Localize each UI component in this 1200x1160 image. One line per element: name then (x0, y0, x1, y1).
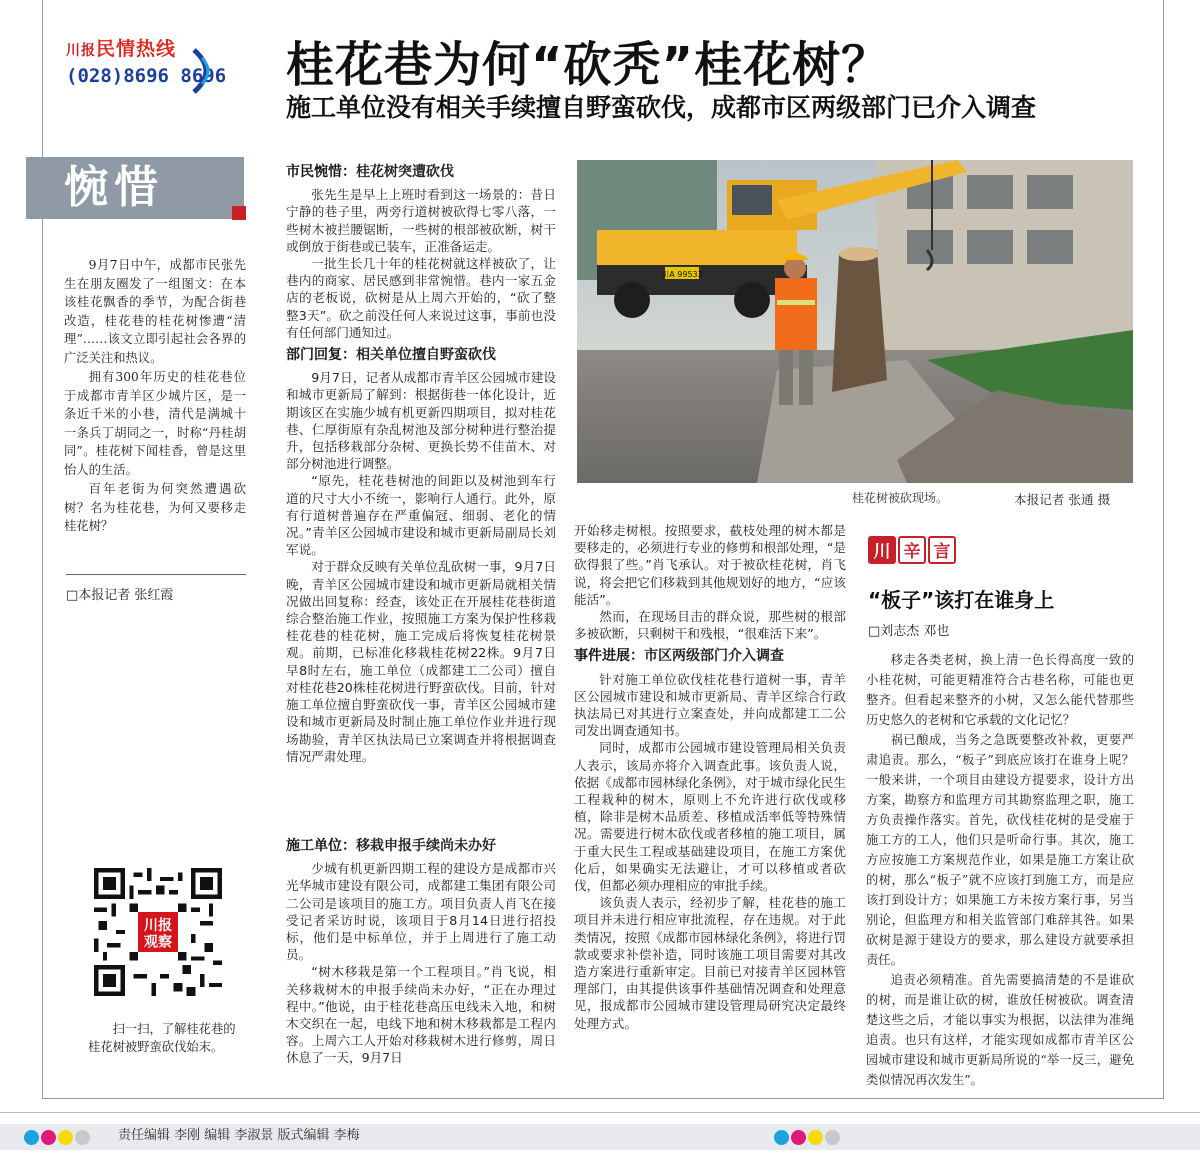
section-heading-1: 市民惋惜：桂花树突遭砍伐 (286, 164, 454, 180)
article-paragraph: “树木移栽是第一个工程项目。”肖飞说，相关移栽树木的申报手续尚未办好，“正在办理过程中。”他说，由于桂花巷高压电线未入地，和树木交织在一起，电线下地和树木移栽都是工程内容。上周六工人开始对移栽树木进行修剪，周日休息了一天，9月7日 (286, 964, 556, 1066)
article-paragraph: 然而，在现场目击的群众说，那些树的根部多被砍断，只剩树干和残根，“很难活下来”。 (574, 609, 846, 642)
cyan-dot (774, 1130, 789, 1145)
page-cut-line (0, 1112, 1200, 1113)
article-paragraph: 同时，成都市公园城市建设管理局相关负责人表示，该局亦将介入调查此事。该负责人说，依据《成都市园林绿化条例》，对于城市绿化民生工程栽种的树木，原则上不允许进行砍伐或移植，除非是树木品质差、移植成活率低等特殊情况。需要进行树木砍伐或者移植的施工项目，属于重大民生工程或基础建设项目，在施工方案优化后，如果确实无法避让，才可以移植或者砍伐，但都必须办理相应的审批手续。 (574, 740, 846, 894)
logo-brand-left: 川报 (66, 43, 96, 59)
cyan-dot (24, 1130, 39, 1145)
article-paragraph: 一批生长几十年的桂花树就这样被砍了，让巷内的商家、居民感到非常惋惜。巷内一家五金店的老板说，砍树是从上周六开始的，“砍了整整3天”。砍之前没任何人来说过这事，事前也没有任何部门通知过。 (286, 256, 556, 340)
qr-caption: 扫一扫，了解桂花巷的桂花树被野蛮砍伐始末。 (88, 1022, 236, 1054)
article-paragraph: 少城有机更新四期工程的建设方是成都市兴光华城市建设有限公司，成都建工集团有限公司二公司是该项目的施工方。项目负责人肖飞在接受记者采访时说，该项目于8月14日进行招投标，他们是中标单位，并于上周进行了施工动员。 (286, 861, 556, 963)
article-paragraph: 针对施工单位砍伐桂花巷行道树一事，青羊区公园城市建设和城市更新局、青羊区综合行政执法局已对其进行立案查处，并向成都建工二公司发出调查通知书。 (574, 671, 846, 739)
qr-badge-line1: 川报 (143, 917, 173, 934)
qr-code[interactable] (94, 868, 222, 996)
section-heading-3: 施工单位：移栽申报手续尚未办好 (286, 838, 496, 854)
gray-dot (75, 1130, 90, 1145)
opinion-tag-char: 言 (928, 536, 956, 564)
opinion-tag-char: 川 (868, 536, 896, 564)
side-tag-accent (232, 206, 246, 220)
opinion-title: “板子”该打在谁身上 (868, 588, 1055, 612)
yellow-dot (58, 1130, 73, 1145)
opinion-tag-char: 辛 (898, 536, 926, 564)
logo-phone: (028)8696 8696 (66, 65, 227, 87)
article-paragraph: “原先，桂花巷树池的间距以及树池到车行道的尺寸大小不统一，影响行人通行。此外，原有行道树普遍存在严重偏冠、细弱、老化的情况。”青羊区公园城市建设和城市更新局副局长刘军说。 (286, 473, 556, 558)
article-paragraph: 开始移走树根。按照要求，截枝处理的树木都是要移走的，必须进行专业的修剪和根部处理，“是砍得狠了些。”肖飞承认。对于被砍桂花树，肖飞说，将会把它们移栽到其他规划好的地方，“应该能活”。 (574, 523, 846, 607)
opinion-body (866, 650, 1134, 1090)
opinion-paragraph: 追责必须精准。首先需要搞清楚的不是谁砍的树，而是谁让砍的树，谁放任树被砍。调查清楚这些之后，才能以事实为根据，以法律为准绳追责。也只有这样，才能实现如成都市青羊区公园城市建设和城市更新局所说的“举一反三，避免类似情况再次发生”。 (866, 973, 1134, 1087)
opinion-paragraph: 移走各类老树，换上清一色长得高度一致的小桂花树，可能更精准符合古巷名称，可能也更整齐。但看起来整齐的小树，又怎么能代替那些历史悠久的老树和它承载的文化记忆？ (866, 653, 1134, 727)
opinion-paragraph: 祸已酿成，当务之急既要整改补救，更要严肃追责。那么，“板子”到底应该打在谁身上呢？一般来讲，一个项目由建设方提要求，设计方出方案，勘察方和监理方司其勘察监理之职，施工方负责操作落实。首先，砍伐桂花树的是受雇于施工方的工人，他们只是听命行事。其次，施工方应按施工方案规范作业，如果是施工方案让砍的树，那么“板子”就不应该打到施工方，而是应该打到设计方；如果施工方未按方案行事，另当别论，但监理方和相关监管部门难辞其咎。如果砍树是源于建设方的要求，那么建设方就要承担责任。 (866, 733, 1134, 967)
article-column-a (286, 158, 556, 765)
opinion-tag (868, 536, 974, 566)
side-tag: 惋惜 (26, 157, 244, 219)
article-column-c (574, 522, 846, 1032)
article-paragraph: 对于群众反映有关单位乱砍树一事，9月7日晚，青羊区公园城市建设和城市更新局就相关情况做出回复称：经查，该处正在开展桂花巷街道综合整治施工作业，按照施工方案为保护性移栽桂花巷的桂花树，施工完成后将恢复桂花树景观。前期，已标准化移栽桂花树22株。9月7日早8时左右，施工单位（成都建工二公司）擅自对桂花巷20株桂花树进行野蛮砍伐。目前，针对施工单位擅自野蛮砍伐一事，青羊区公园城市建设和城市更新局及时制止施工单位作业并进行现场勘验，青羊区执法局已立案调查并将根据调查情况严肃处理。 (286, 559, 556, 764)
qr-badge-line2: 观察 (143, 934, 173, 951)
photo-credit: 本报记者 张通 摄 (1014, 492, 1111, 507)
color-registration-dots-right (774, 1127, 842, 1147)
magenta-dot (41, 1130, 56, 1145)
subheadline: 施工单位没有相关手续擅自野蛮砍伐，成都市区两级部门已介入调查 (286, 93, 1037, 122)
intro-paragraph: 百年老街为何突然遭遇砍树？名为桂花巷，为何又要移走桂花树？ (64, 482, 246, 533)
article-paragraph: 该负责人表示，经初步了解，桂花巷的施工项目并未进行相应审批流程，存在违规。对于此类情况，按照《成都市园林绿化条例》，将进行罚款或要求补偿补造，同时该施工项目需要对其改造方案进行重新审定。目前已对接青羊区园林管理部门，由其提供该事件基础情况调查和处理意见，报成都市公园城市建设管理局研究决定最终处理方式。 (574, 895, 846, 1031)
headline: 桂花巷为何“砍秃”桂花树？ (286, 37, 891, 93)
byline-left: □本报记者 张红霞 (66, 588, 174, 603)
divider (66, 574, 246, 575)
intro-paragraph: 拥有300年历史的桂花巷位于成都市青羊区少城片区，是一条近千米的小巷，清代是满城十一条兵丁胡同之一，时称“丹桂胡同”。桂花树下闻桂香，曾是这里怡人的生活。 (64, 370, 246, 477)
opinion-byline: □刘志杰 邓也 (868, 624, 950, 639)
footer-credits: 责任编辑 李刚 编辑 李淑景 版式编辑 李梅 (118, 1128, 360, 1143)
section-heading-4: 事件进展：市区两级部门介入调查 (574, 648, 784, 665)
article-paragraph: 张先生是早上上班时看到这一场景的：昔日宁静的巷子里，两旁行道树被砍得七零八落，一些树木被拦腰锯断，一些树的根部被砍断，树干或倒放于街巷或已装车，正准备运走。 (286, 187, 556, 254)
color-registration-dots-left (24, 1127, 92, 1147)
phone-signal-icon (188, 44, 222, 98)
yellow-dot (808, 1130, 823, 1145)
logo-brand-right: 民情热线 (96, 38, 177, 60)
intro-paragraph: 9月7日中午，成都市民张先生在朋友圈发了一组图文：在本该桂花飘香的季节，为配合街巷改造，桂花巷的桂花树惨遭“清理”……该文立即引起社会各界的广泛关注和热议。 (64, 258, 246, 365)
section-heading-2: 部门回复：相关单位擅自野蛮砍伐 (286, 347, 496, 364)
news-photo (577, 160, 1133, 483)
article-column-b (286, 832, 556, 1067)
intro-text (64, 256, 246, 537)
article-paragraph: 9月7日，记者从成都市青羊区公园城市建设和城市更新局了解到：根据街巷一体化设计，近期该区在实施少城有机更新四期项目，拟对桂花巷、仁厚街原有杂乱树池及部分树种进行整治提升，包括移栽部分杂树、更换长势不佳苗木、对部分树池进行调整。 (286, 370, 556, 472)
photo-caption: 桂花树被砍现场。 (852, 491, 949, 505)
magenta-dot (791, 1130, 806, 1145)
truck-plate: 川A 99533 (661, 270, 703, 279)
gray-dot (825, 1130, 840, 1145)
